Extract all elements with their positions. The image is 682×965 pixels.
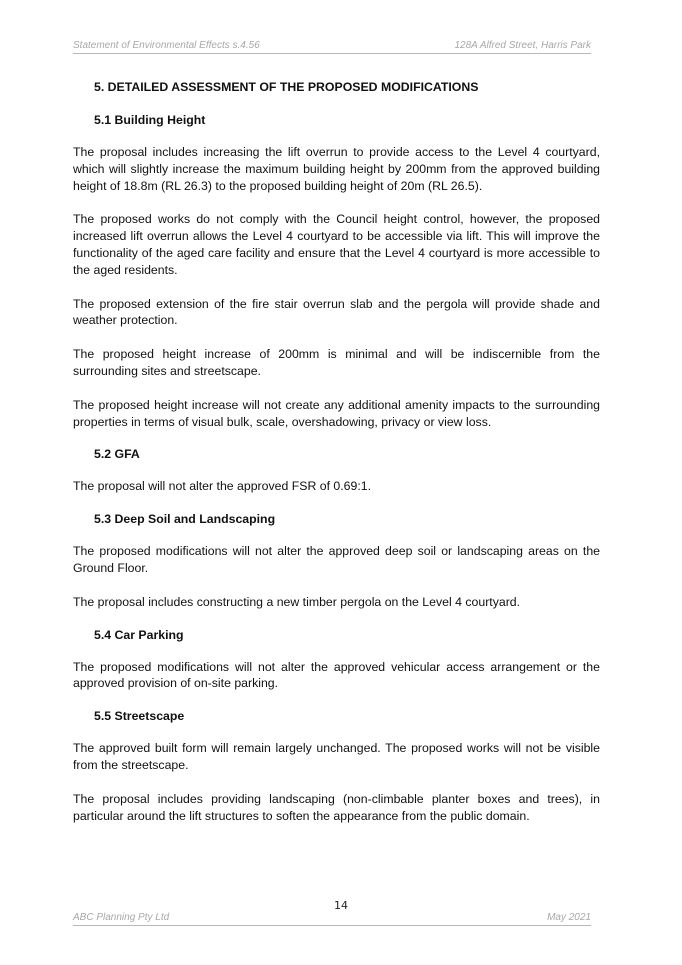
- footer-company: ABC Planning Pty Ltd: [73, 912, 170, 923]
- page-number: 14: [334, 899, 348, 912]
- paragraph: The proposed works do not comply with the Council height control, however, the proposed increased lift overrun allows the Level 4 courtyard to be accessible via lift. This will improve the functionality of the aged care facility and ensure that the Level 4 courtyard is more accessible to the aged residents.: [73, 212, 600, 277]
- paragraph: The proposed extension of the fire stair overrun slab and the pergola will provide shade and weather protection.: [73, 296, 600, 328]
- paragraph: The proposed modifications will not alter the approved vehicular access arrangement or the approved provision of on-site parking.: [73, 659, 600, 691]
- subsection-heading-streetscape: 5.5 Streetscape: [94, 709, 185, 724]
- paragraph: The proposal will not alter the approved FSR of 0.69:1.: [73, 479, 372, 494]
- subsection-heading-deep-soil: 5.3 Deep Soil and Landscaping: [94, 512, 276, 527]
- footer-date: May 2021: [547, 912, 591, 923]
- page-footer: [73, 912, 591, 926]
- section-title: 5. DETAILED ASSESSMENT OF THE PROPOSED MODIFICATIONS: [94, 80, 479, 94]
- paragraph: The proposed modifications will not alter the approved deep soil or landscaping areas on the Ground Floor.: [73, 544, 600, 575]
- subsection-heading-building-height: 5.1 Building Height: [94, 113, 206, 127]
- subsection-heading-gfa: 5.2 GFA: [94, 447, 140, 462]
- paragraph: The proposal includes providing landscaping (non-climbable planter boxes and trees), in particular around the lift structures to soften the appearance from the public domain.: [73, 791, 600, 823]
- paragraph: The proposal includes constructing a new timber pergola on the Level 4 courtyard.: [73, 594, 521, 609]
- page-header: [73, 40, 591, 54]
- header-site-address: 128A Alfred Street, Harris Park: [454, 40, 591, 51]
- subsection-heading-car-parking: 5.4 Car Parking: [94, 627, 184, 642]
- header-document-title: Statement of Environmental Effects s.4.56: [73, 40, 260, 51]
- paragraph: The proposal includes increasing the lift overrun to provide access to the Level 4 courtyard, which will slightly increase the maximum building height by 200mm from the approved building height of 18.8m (RL 26.3) to the proposed building height of 20m (RL 26.5).: [73, 145, 600, 193]
- page-content: [73, 80, 600, 841]
- paragraph: The proposed height increase of 200mm is minimal and will be indiscernible from the surrounding sites and streetscape.: [73, 347, 600, 378]
- paragraph: The proposed height increase will not create any additional amenity impacts to the surrounding properties in terms of visual bulk, scale, overshadowing, privacy or view loss.: [73, 397, 600, 429]
- paragraph: The approved built form will remain largely unchanged. The proposed works will not be visible from the streetscape.: [73, 741, 600, 772]
